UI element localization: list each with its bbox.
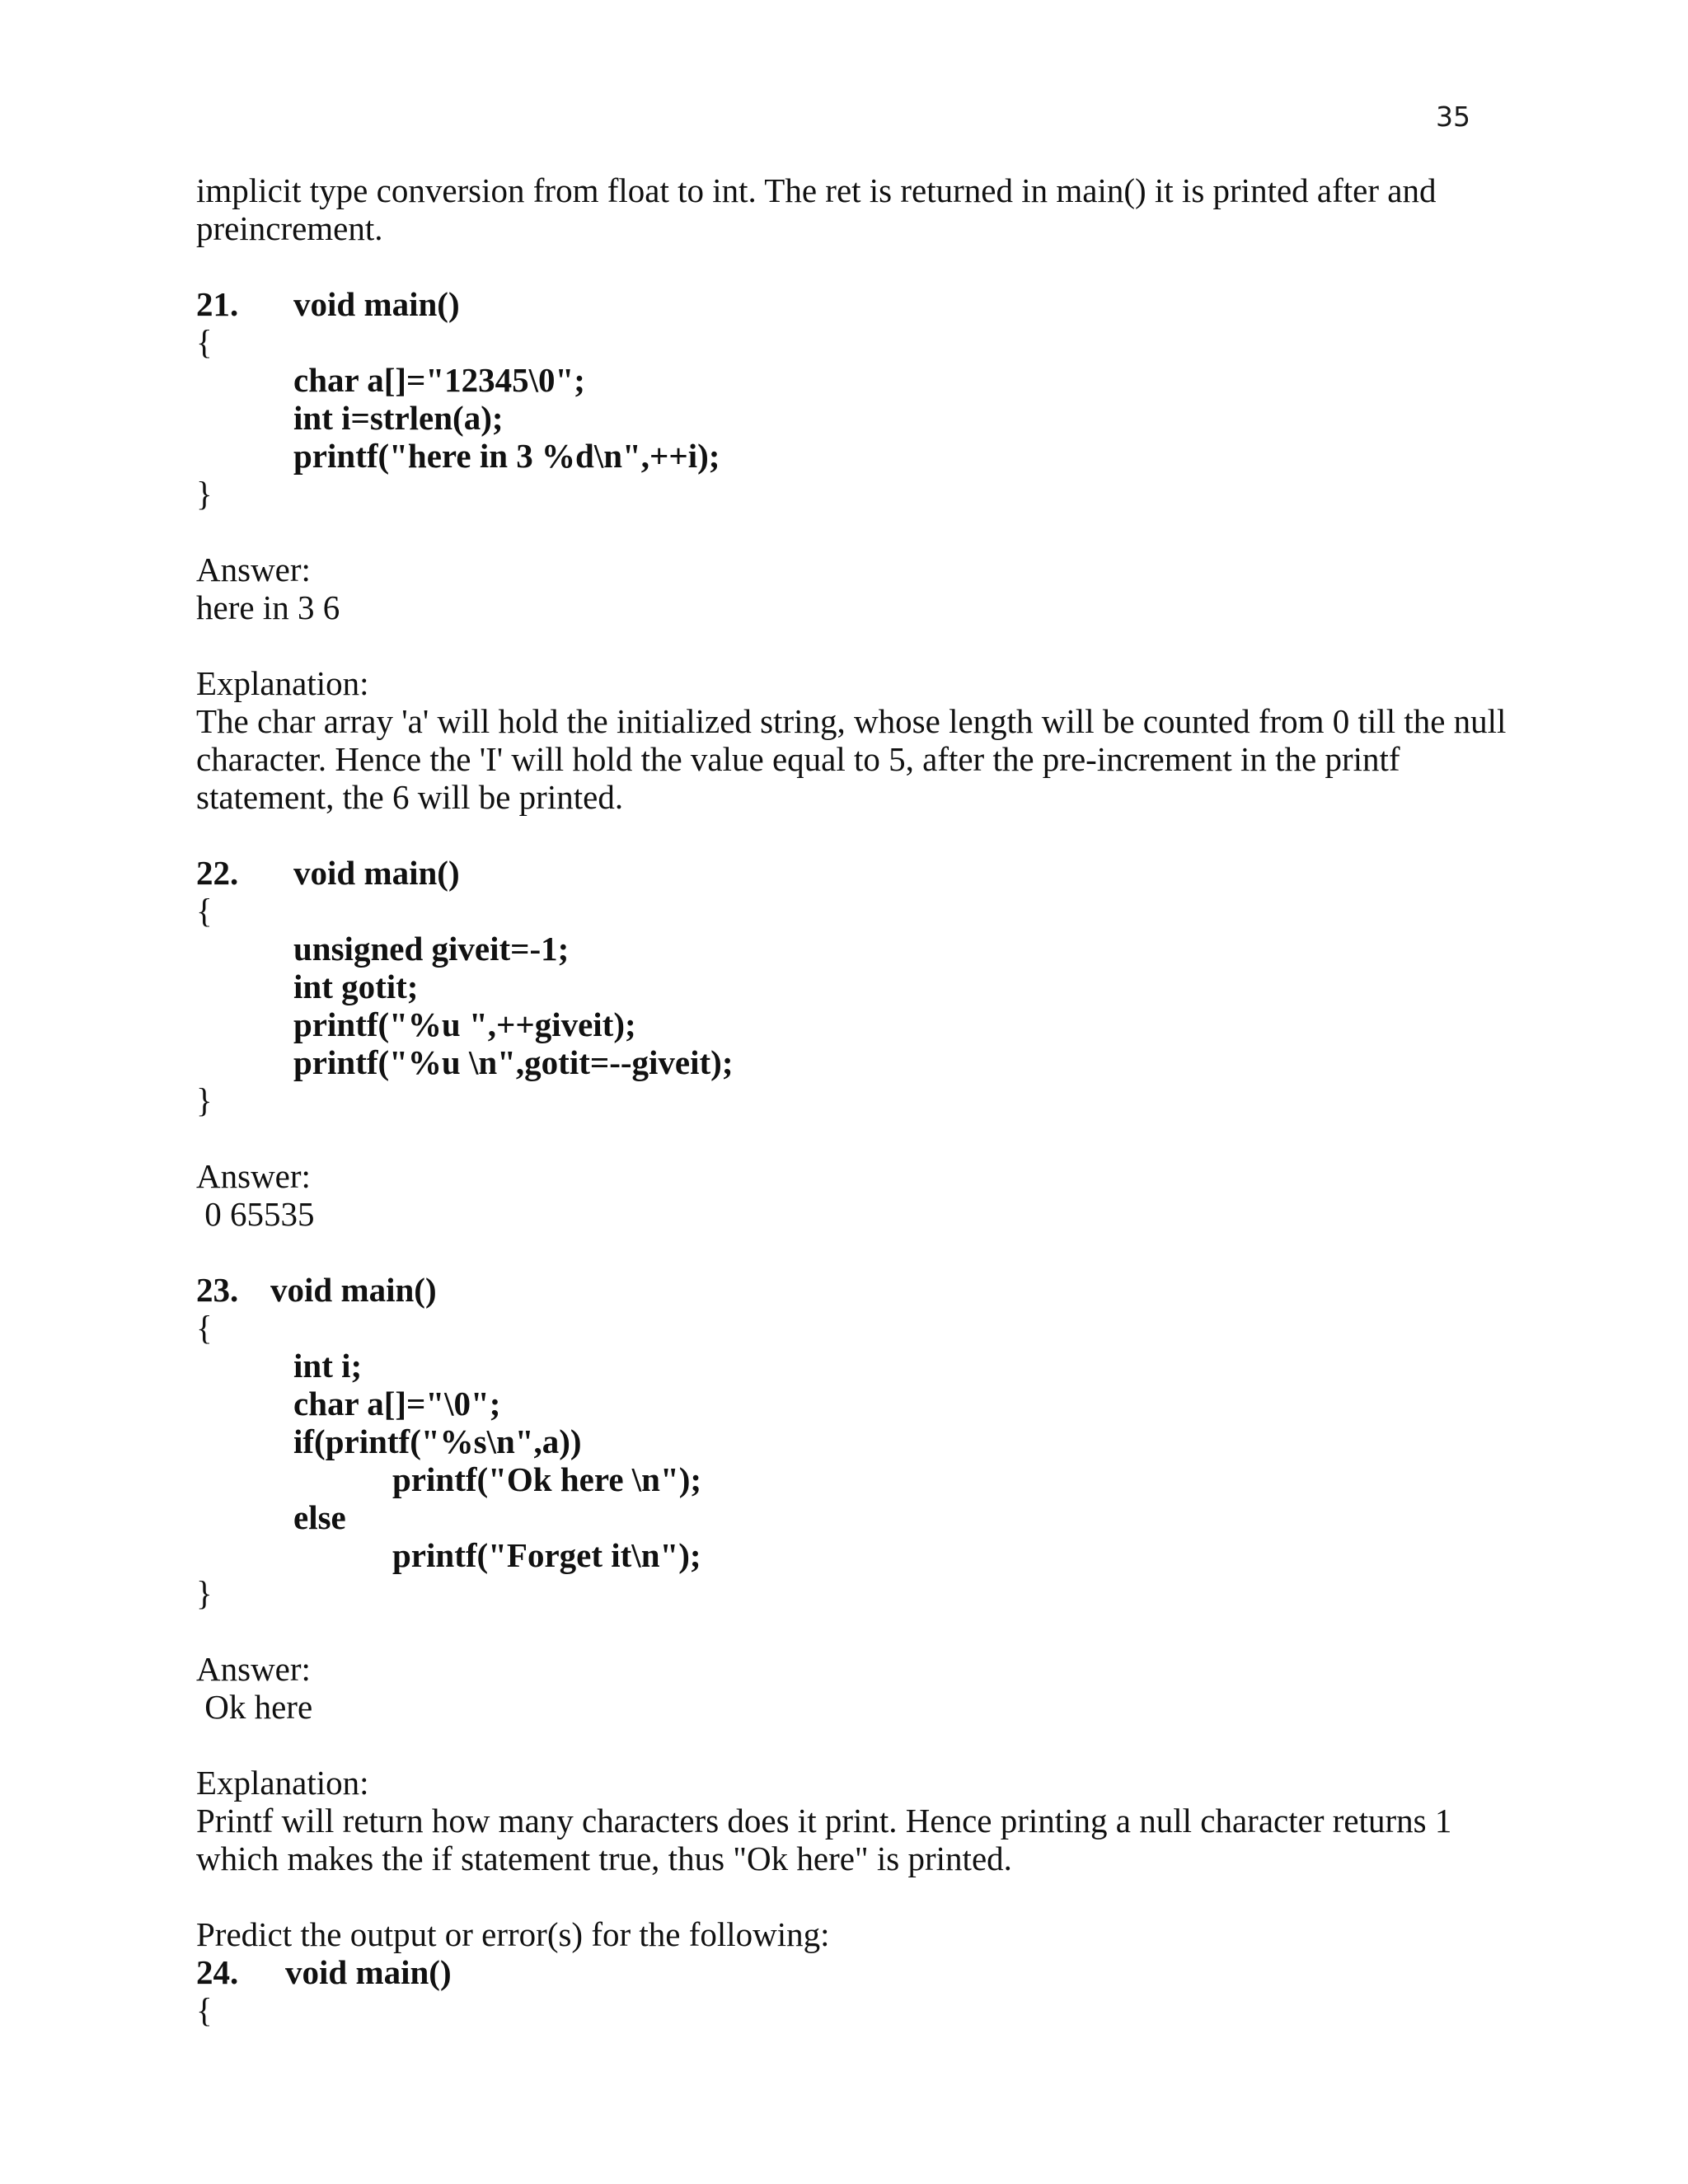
q23-code-line-2: char a[]="\0";: [293, 1385, 501, 1422]
q22-number: 22.: [196, 854, 239, 892]
q22-heading: [196, 854, 1498, 892]
q23-explanation-label: Explanation:: [196, 1764, 369, 1802]
q21-header: void main(): [293, 285, 460, 323]
q21-code-line-1: char a[]="12345\0";: [293, 361, 585, 399]
q21-explanation-line-3: statement, the 6 will be printed.: [196, 778, 624, 816]
q24-header: void main(): [285, 1953, 452, 1991]
q24-number: 24.: [196, 1953, 239, 1991]
q23-code-line-1: int i;: [293, 1347, 363, 1385]
q21-code-line-2: int i=strlen(a);: [293, 399, 504, 437]
q23-explanation-line-1: Printf will return how many characters does it print. Hence printing a null character returns 1: [196, 1802, 1452, 1840]
q21-open-brace: {: [196, 323, 213, 361]
q23-open-brace: {: [196, 1309, 213, 1347]
q22-open-brace: {: [196, 892, 213, 930]
q21-explanation-line-2: character. Hence the 'I' will hold the value equal to 5, after the pre-increment in the printf: [196, 740, 1400, 778]
q23-header: void main(): [270, 1271, 437, 1309]
q23-code-line-3: if(printf("%s\n",a)): [293, 1422, 582, 1460]
q22-code-line-1: unsigned giveit=-1;: [293, 930, 570, 968]
q24-open-brace: {: [196, 1991, 213, 2029]
q22-code-line-4: printf("%u \n",gotit=--giveit);: [293, 1043, 734, 1081]
q22-answer: 0 65535: [196, 1195, 315, 1233]
q21-explanation-line-1: The char array 'a' will hold the initialized string, whose length will be counted from 0 till the null: [196, 702, 1507, 740]
document-body: [196, 171, 1507, 2029]
q22-answer-label: Answer:: [196, 1157, 311, 1195]
page-number: 35: [1436, 101, 1470, 133]
q23-code-else: else: [293, 1498, 346, 1536]
q22-code-line-3: printf("%u ",++giveit);: [293, 1005, 636, 1043]
section-prompt: Predict the output or error(s) for the following:: [196, 1915, 830, 1953]
intro-line-1: implicit type conversion from float to int. The ret is returned in main() it is printed after and: [196, 171, 1437, 209]
q23-number: 23.: [196, 1271, 239, 1309]
q21-heading: [196, 285, 1498, 323]
q23-answer: Ok here: [196, 1688, 313, 1726]
intro-line-2: preincrement.: [196, 209, 383, 247]
q21-code-line-3: printf("here in 3 %d\n",++i);: [293, 437, 720, 475]
q23-heading: [196, 1271, 1498, 1309]
q21-answer-label: Answer:: [196, 551, 311, 588]
q22-code-line-2: int gotit;: [293, 968, 419, 1005]
q24-heading: [196, 1953, 1498, 1991]
q23-answer-label: Answer:: [196, 1650, 311, 1688]
q21-explanation-label: Explanation:: [196, 664, 369, 702]
q22-close-brace: }: [196, 1081, 213, 1119]
q23-explanation-line-2: which makes the if statement true, thus "Ok here" is printed.: [196, 1840, 1012, 1877]
q21-answer: here in 3 6: [196, 588, 340, 626]
q23-code-line-5: printf("Forget it\n");: [392, 1536, 701, 1574]
q21-close-brace: }: [196, 475, 213, 513]
q22-header: void main(): [293, 854, 460, 892]
q23-code-line-4: printf("Ok here \n");: [392, 1460, 702, 1498]
q23-close-brace: }: [196, 1574, 213, 1612]
q21-number: 21.: [196, 285, 239, 323]
